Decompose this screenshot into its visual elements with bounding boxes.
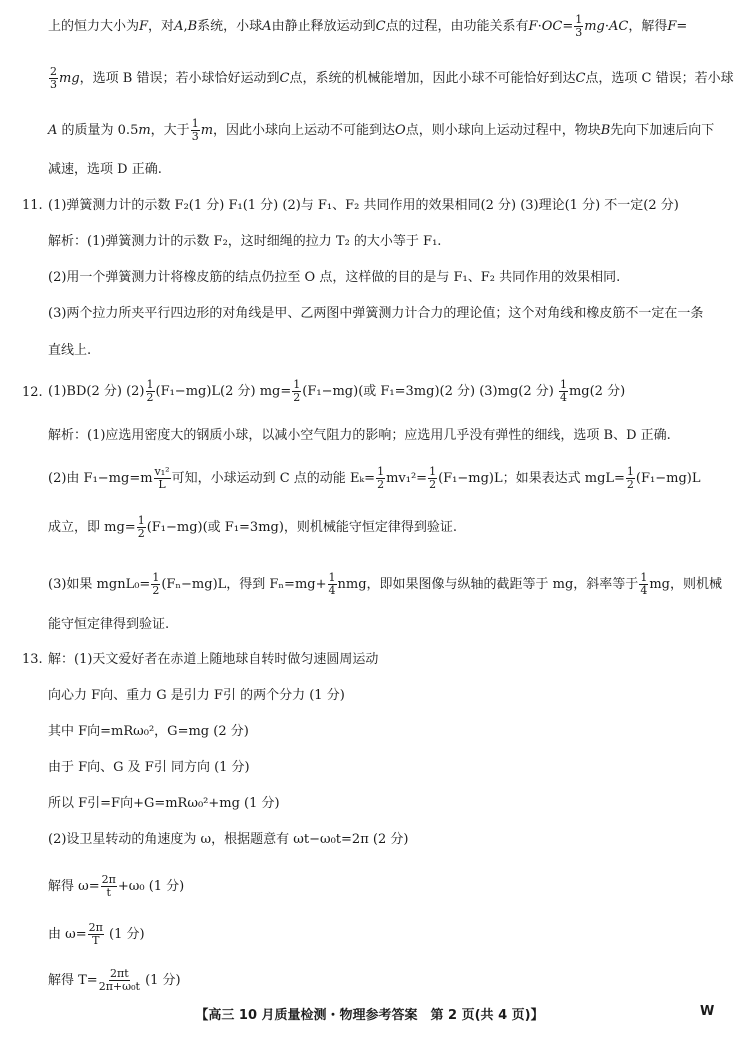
p1-line2: $\frac{2}{3}$ mg，选项 B 错误；若小球恰好运动到C点，系统的机械能增加，因此小球不可能恰好到达C点，选项 C 错误；若小球 (50, 65, 734, 91)
fraction: $\frac{2\pi}{t}$ (101, 873, 116, 899)
q11-number: 11. (22, 198, 43, 213)
fraction: $\frac{1}{4}$ (328, 571, 336, 597)
p1-line4: 减速，选项 D 正确. (48, 162, 162, 177)
fraction: $\frac{1}{2}$ (293, 378, 301, 404)
fraction: $\frac{1}{2}$ (137, 514, 145, 540)
page-mark: W (700, 1004, 715, 1019)
page-footer: 【高三 10 月质量检测・物理参考答案 第 2 页(共 4 页)】 (195, 1008, 544, 1023)
fraction: $\frac{2}{3}$ (50, 65, 57, 91)
q11-analysis-1: 解析：(1)弹簧测力计的示数 F₂，这时细绳的拉力 T₂ 的大小等于 F₁. (48, 234, 442, 249)
fraction: $\frac{1}{2}$ (626, 465, 634, 491)
fraction: $\frac{1}{4}$ (559, 378, 567, 404)
fraction: $\frac{2\pi t}{\text{2π+ω₀t}}$ (98, 967, 140, 993)
p1-line3: A 的质量为 0.5m，大于 $\frac{1}{3}$ m，因此小球向上运动不可能到达O点，则小球向上运动过程中，物块B先向下加速后向下 (48, 117, 715, 143)
q13-number: 13. (22, 652, 43, 667)
q13-line-6: 解得 ω= $\frac{2\pi}{t}$ +ω₀ (1 分) (48, 873, 185, 899)
q13-line-3: 由于 F向、G 及 F引 同方向 (1 分) (48, 760, 250, 775)
fraction: $\frac{2\pi}{T}$ (88, 921, 103, 947)
fraction: $\frac{1}{2}$ (146, 378, 154, 404)
q12-analysis-1: 解析：(1)应选用密度大的钢质小球，以减小空气阻力的影响；应选用几乎没有弹性的细线，选项 B、D 正确. (48, 428, 671, 443)
fraction: $\frac{1}{2}$ (152, 571, 160, 597)
fraction: $\frac{1}{3}$ (191, 117, 199, 143)
fraction: $\frac{1}{2}$ (429, 465, 437, 491)
p1-line1: 上的恒力大小为F，对A,B系统，小球A由静止释放运动到C点的过程，由功能关系有F·OC= $\frac{1}{3}$ mg·AC，解得F= (48, 13, 688, 39)
q13-line-0: 解：(1)天文爱好者在赤道上随地球自转时做匀速圆周运动 (48, 652, 379, 667)
q12-analysis-2: (2)由 F₁−mg=m $\frac{\text{v₁²}}{L}$ 可知，小球运动到 C 点的动能 Eₖ= $\frac{1}{2}$ mv₁²= $\frac{1}{2}$ (F₁−mg)L；如果表达式 mgL= $\frac{1}{2}$ (F₁−mg)L (48, 465, 701, 491)
fraction: $\frac{1}{4}$ (640, 571, 648, 597)
q12-number: 12. (22, 385, 43, 400)
q13-line-8: 解得 T= $\frac{2\pi t}{\text{2π+ω₀t}}$ (1 分) (48, 967, 181, 993)
fraction: $\frac{1}{3}$ (575, 13, 583, 39)
q11-answer: (1)弹簧测力计的示数 F₂(1 分) F₁(1 分) (2)与 F₁、F₂ 共同作用的效果相同(2 分) (3)理论(1 分) 不一定(2 分) (48, 198, 679, 213)
q12-analysis-4: (3)如果 mgnL₀= $\frac{1}{2}$ (Fₙ−mg)L，得到 Fₙ=mg+ $\frac{1}{4}$ nmg，即如果图像与纵轴的截距等于 mg，斜率等于 $\frac{1}{4}$ mg，则机械 (48, 571, 722, 597)
fraction: $\frac{1}{2}$ (377, 465, 385, 491)
q13-line-2: 其中 F向=mRω₀²，G=mg (2 分) (48, 724, 249, 739)
fraction: $\frac{\text{v₁²}}{L}$ (154, 465, 170, 491)
q12-answer: (1)BD(2 分) (2) $\frac{1}{2}$ (F₁−mg)L(2 分) mg= $\frac{1}{2}$ (F₁−mg)(或 F₁=3mg)(2 分) (3)mg(2 分) $\frac{1}{4}$ mg(2 分) (48, 378, 626, 404)
q12-analysis-3: 成立，即 mg= $\frac{1}{2}$ (F₁−mg)(或 F₁=3mg)，则机械能守恒定律得到验证. (48, 514, 458, 540)
q13-line-1: 向心力 F向、重力 G 是引力 F引 的两个分力 (1 分) (48, 688, 345, 703)
q11-analysis-4: 直线上. (48, 343, 92, 358)
q13-line-4: 所以 F引=F向+G=mRω₀²+mg (1 分) (48, 796, 280, 811)
q13-line-7: 由 ω= $\frac{2\pi}{T}$ (1 分) (48, 921, 145, 947)
q11-analysis-3: (3)两个拉力所夹平行四边形的对角线是甲、乙两图中弹簧测力计合力的理论值；这个对角线和橡皮筋不一定在一条 (48, 306, 704, 321)
q13-line-5: (2)设卫星转动的角速度为 ω，根据题意有 ωt−ω₀t=2π (2 分) (48, 832, 409, 847)
q11-analysis-2: (2)用一个弹簧测力计将橡皮筋的结点仍拉至 O 点，这样做的目的是与 F₁、F₂ 共同作用的效果相同. (48, 270, 621, 285)
q12-analysis-5: 能守恒定律得到验证. (48, 617, 170, 632)
